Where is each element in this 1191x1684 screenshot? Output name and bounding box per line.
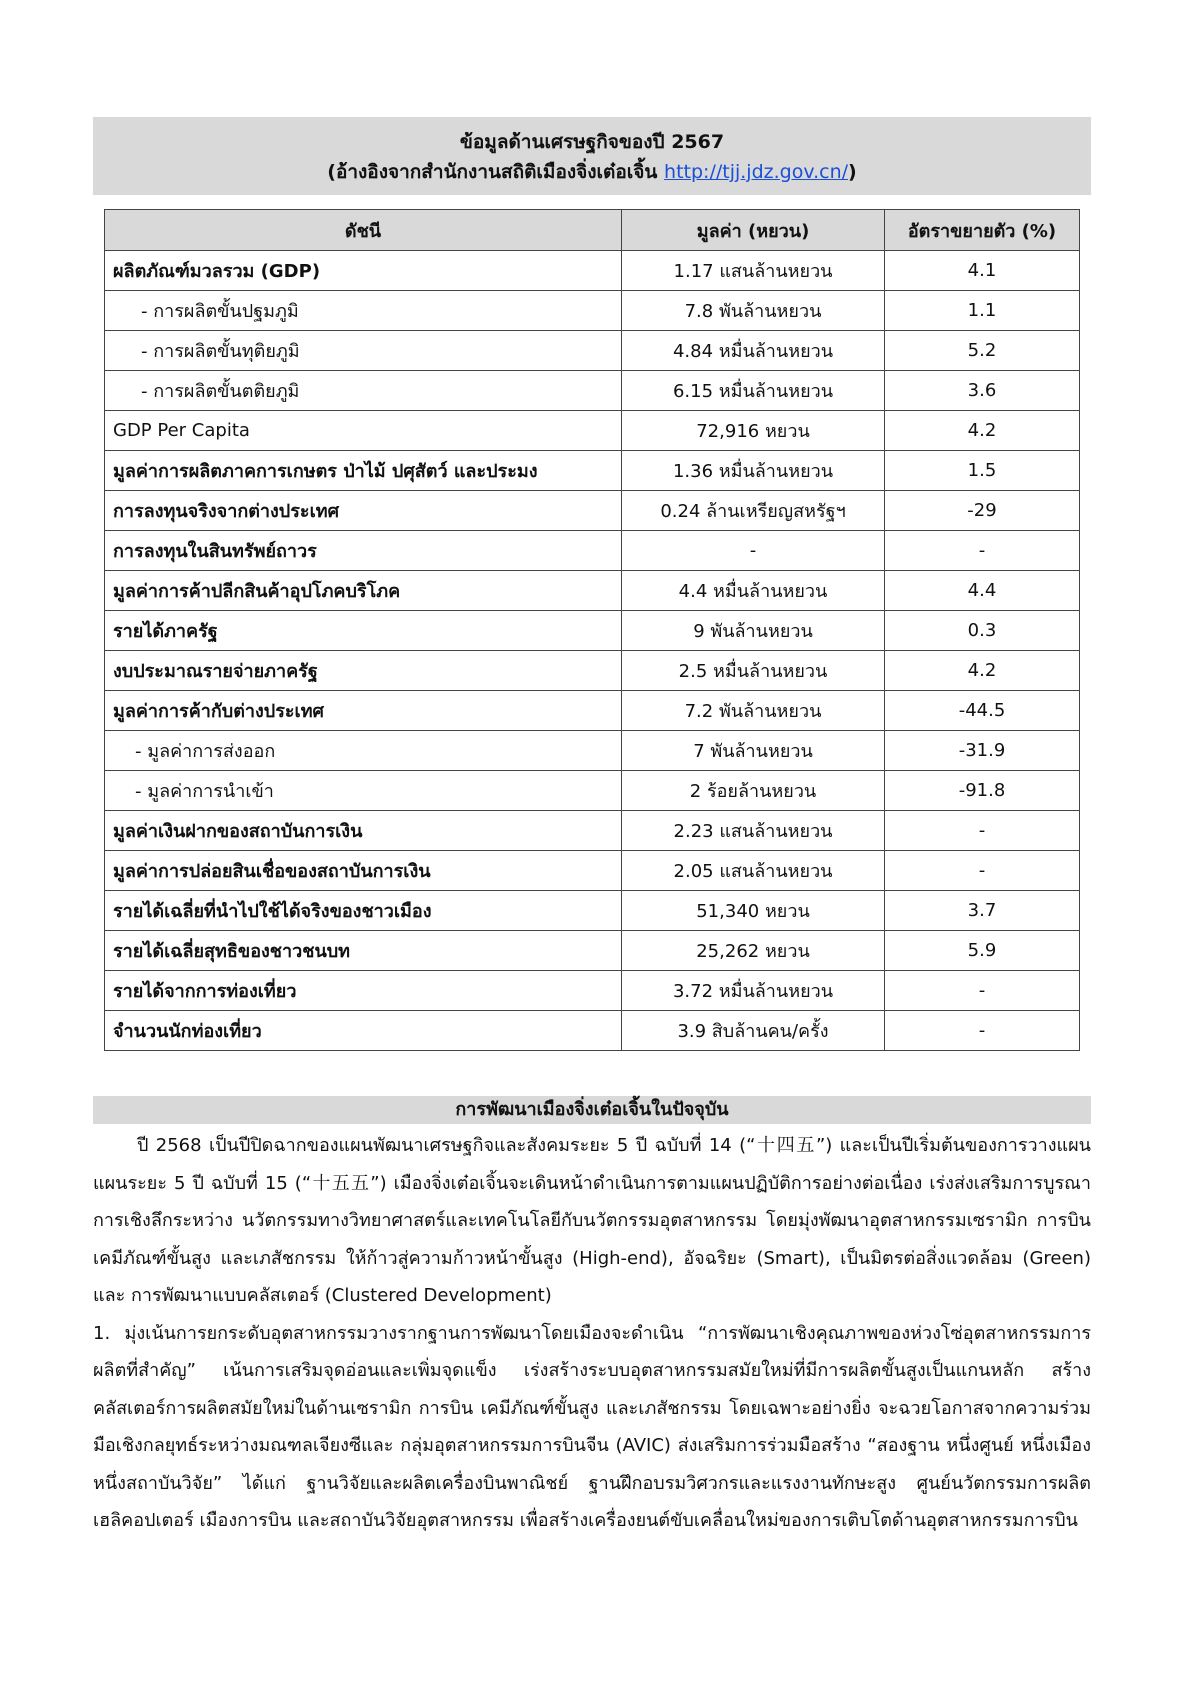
row-label: - การผลิตขั้นตติยภูมิ — [105, 371, 622, 411]
row-rate: 0.3 — [885, 611, 1080, 651]
table-row — [105, 251, 1080, 291]
table-row — [105, 331, 1080, 371]
table-row — [105, 891, 1080, 931]
row-value: 2.05 แสนล้านหยวน — [622, 851, 885, 891]
table-row — [105, 931, 1080, 971]
table-row — [105, 371, 1080, 411]
row-rate: 3.6 — [885, 371, 1080, 411]
table-row — [105, 651, 1080, 691]
row-value: 3.9 สิบล้านคน/ครั้ง — [622, 1011, 885, 1051]
row-value: 4.84 หมื่นล้านหยวน — [622, 331, 885, 371]
table-row — [105, 531, 1080, 571]
row-value: 1.17 แสนล้านหยวน — [622, 251, 885, 291]
source-link[interactable]: http://tjj.jdz.gov.cn/ — [664, 161, 849, 183]
table-row — [105, 611, 1080, 651]
row-label: มูลค่าการค้าปลีกสินค้าอุปโภคบริโภค — [105, 571, 622, 611]
row-rate: 4.4 — [885, 571, 1080, 611]
column-header-index: ดัชนี — [105, 210, 622, 251]
row-label: มูลค่าการค้ากับต่างประเทศ — [105, 691, 622, 731]
row-value: - — [622, 531, 885, 571]
row-value: 72,916 หยวน — [622, 411, 885, 451]
row-label: GDP Per Capita — [105, 411, 622, 451]
row-value: 7.2 พันล้านหยวน — [622, 691, 885, 731]
row-label: รายได้เฉลี่ยสุทธิของชาวชนบท — [105, 931, 622, 971]
row-rate: 4.2 — [885, 651, 1080, 691]
row-label: จำนวนนักท่องเที่ยว — [105, 1011, 622, 1051]
row-value: 51,340 หยวน — [622, 891, 885, 931]
header-box — [93, 117, 1091, 195]
table-row — [105, 771, 1080, 811]
table-row — [105, 1011, 1080, 1051]
row-value: 9 พันล้านหยวน — [622, 611, 885, 651]
paragraph-point-1: 1. มุ่งเน้นการยกระดับอุตสาหกรรมวางรากฐานการพัฒนาโดยเมืองจะดำเนิน “การพัฒนาเชิงคุณภาพของห่วงโซ่อุตสาหกรรมการผลิตที่สำคัญ” เน้นการเสริมจุดอ่อนและเพิ่มจุดแข็ง เร่งสร้างระบบอุตสาหกรรมสมัยใหม่ที่มีการผลิตขั้นสูงเป็นแกนหลัก สร้างคลัสเตอร์การผลิตสมัยใหม่ในด้านเซรามิก การบิน เคมีภัณฑ์ขั้นสูง และเภสัชกรรม โดยเฉพาะอย่างยิ่ง จะฉวยโอกาสจากความร่วมมือเชิงกลยุทธ์ระหว่างมณฑลเจียงซีและ กลุ่มอุตสาหกรรมการบินจีน (AVIC) ส่งเสริมการร่วมมือสร้าง “สองฐาน หนึ่งศูนย์ หนึ่งเมือง หนึ่งสถาบันวิจัย” ได้แก่ ฐานวิจัยและผลิตเครื่องบินพาณิชย์ ฐานฝึกอบรมวิศวกรและแรงงานทักษะสูง ศูนย์นวัตกรรมการผลิตเฮลิคอปเตอร์ เมืองการบิน และสถาบันวิจัยอุตสาหกรรม เพื่อสร้างเครื่องยนต์ขับเคลื่อนใหม่ของการเติบโตด้านอุตสาหกรรมการบิน — [93, 1322, 1091, 1531]
row-value: 2.5 หมื่นล้านหยวน — [622, 651, 885, 691]
paragraph-intro: ปี 2568 เป็นปีปิดฉากของแผนพัฒนาเศรษฐกิจและสังคมระยะ 5 ปี ฉบับที่ 14 (“十四五”) และเป็นปีเริ่มต้นของการวางแผนแผนระยะ 5 ปี ฉบับที่ 15 (“十五五”) เมืองจิ่งเต๋อเจิ้นจะเดินหน้าดำเนินการตามแผนปฏิบัติการอย่างต่อเนื่อง เร่งส่งเสริมการบูรณาการเชิงลึกระหว่าง นวัตกรรมทางวิทยาศาสตร์และเทคโนโลยีกับนวัตกรรมอุตสาหกรรม โดยมุ่งพัฒนาอุตสาหกรรมเซรามิก การบิน เคมีภัณฑ์ขั้นสูง และเภสัชกรรม ให้ก้าวสู่ความก้าวหน้าขั้นสูง (High-end), อัจฉริยะ (Smart), เป็นมิตรต่อสิ่งแวดล้อม (Green) และ การพัฒนาแบบคลัสเตอร์ (Clustered Development) — [93, 1135, 1091, 1306]
table-header-row — [105, 210, 1080, 251]
row-label: การลงทุนในสินทรัพย์ถาวร — [105, 531, 622, 571]
row-rate: 1.1 — [885, 291, 1080, 331]
row-label: - การผลิตขั้นทุติยภูมิ — [105, 331, 622, 371]
row-rate: - — [885, 851, 1080, 891]
row-value: 1.36 หมื่นล้านหยวน — [622, 451, 885, 491]
row-value: 7.8 พันล้านหยวน — [622, 291, 885, 331]
table-row — [105, 971, 1080, 1011]
row-value: 3.72 หมื่นล้านหยวน — [622, 971, 885, 1011]
row-rate: -44.5 — [885, 691, 1080, 731]
row-rate: - — [885, 1011, 1080, 1051]
row-label: - มูลค่าการส่งออก — [105, 731, 622, 771]
row-label: - มูลค่าการนำเข้า — [105, 771, 622, 811]
row-label: มูลค่าเงินฝากของสถาบันการเงิน — [105, 811, 622, 851]
table-row — [105, 731, 1080, 771]
table-row — [105, 411, 1080, 451]
table-row — [105, 851, 1080, 891]
row-label: การลงทุนจริงจากต่างประเทศ — [105, 491, 622, 531]
row-rate: - — [885, 531, 1080, 571]
row-rate: 4.2 — [885, 411, 1080, 451]
row-rate: - — [885, 971, 1080, 1011]
page-title: ข้อมูลด้านเศรษฐกิจของปี 2567 — [459, 131, 725, 153]
row-label: รายได้เฉลี่ยที่นำไปใช้ได้จริงของชาวเมือง — [105, 891, 622, 931]
row-rate: 4.1 — [885, 251, 1080, 291]
row-label: มูลค่าการผลิตภาคการเกษตร ป่าไม้ ปศุสัตว์ และประมง — [105, 451, 622, 491]
section-title: การพัฒนาเมืองจิ่งเต๋อเจิ้นในปัจจุบัน — [93, 1096, 1091, 1124]
column-header-rate: อัตราขยายตัว (%) — [885, 210, 1080, 251]
row-value: 25,262 หยวน — [622, 931, 885, 971]
table-row — [105, 291, 1080, 331]
row-value: 0.24 ล้านเหรียญสหรัฐฯ — [622, 491, 885, 531]
subtitle-close: ) — [848, 161, 857, 183]
row-value: 2.23 แสนล้านหยวน — [622, 811, 885, 851]
row-rate: 5.9 — [885, 931, 1080, 971]
row-rate: 1.5 — [885, 451, 1080, 491]
row-label: งบประมาณรายจ่ายภาครัฐ — [105, 651, 622, 691]
section-body — [93, 1127, 1091, 1540]
row-label: รายได้ภาครัฐ — [105, 611, 622, 651]
table-row — [105, 491, 1080, 531]
row-value: 6.15 หมื่นล้านหยวน — [622, 371, 885, 411]
table-row — [105, 451, 1080, 491]
row-label: รายได้จากการท่องเที่ยว — [105, 971, 622, 1011]
row-rate: -91.8 — [885, 771, 1080, 811]
table-row — [105, 571, 1080, 611]
subtitle-text: (อ้างอิงจากสำนักงานสถิติเมืองจิ่งเต๋อเจิ้น — [327, 161, 658, 183]
row-label: มูลค่าการปล่อยสินเชื่อของสถาบันการเงิน — [105, 851, 622, 891]
row-rate: -29 — [885, 491, 1080, 531]
row-rate: -31.9 — [885, 731, 1080, 771]
row-value: 4.4 หมื่นล้านหยวน — [622, 571, 885, 611]
row-value: 2 ร้อยล้านหยวน — [622, 771, 885, 811]
table-row — [105, 691, 1080, 731]
row-label: ผลิตภัณฑ์มวลรวม (GDP) — [105, 251, 622, 291]
page-subtitle — [93, 157, 1091, 187]
row-rate: 5.2 — [885, 331, 1080, 371]
row-rate: 3.7 — [885, 891, 1080, 931]
economic-data-table — [104, 209, 1080, 1051]
row-label: - การผลิตขั้นปฐมภูมิ — [105, 291, 622, 331]
row-value: 7 พันล้านหยวน — [622, 731, 885, 771]
table-row — [105, 811, 1080, 851]
row-rate: - — [885, 811, 1080, 851]
column-header-value: มูลค่า (หยวน) — [622, 210, 885, 251]
